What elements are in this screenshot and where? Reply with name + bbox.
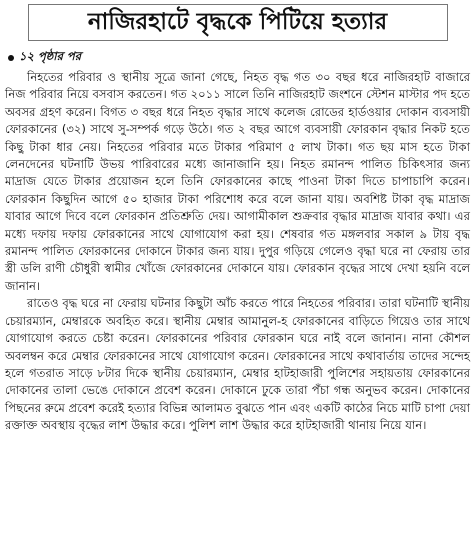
bullet-icon (8, 55, 14, 61)
continued-from-text: ১২ পৃষ্ঠার পর (19, 49, 82, 63)
headline-box (28, 4, 448, 41)
article-paragraph: রাতেও বৃদ্ধ ঘরে না ফেরায় ঘটনার কিছুটা আঁচ করতে পারে নিহতের পরিবার। তারা ঘটনাটি স্থানীয় চেয়ারম্যান, মেম্বারকে অবহিত করে। স্থানীয় মেম্বার আমানুল-হ ফোরকানের বাড়িতে গিয়েও তার সাথে যোগাযোগ করতে চেষ্টা করেন। ফোরকানের পরিবার ফোরকান ঘরে নাই বলে জানান। নানা কৌশল অবলম্বন করে মেম্বার ফোরকানের সাথে যোগাযোগ করেন। ফোরকানের সাথে কথাবার্তায় তাদের সন্দেহ হলে গতরাত সাড়ে ৮টার দিকে স্থানীয় চেয়ারম্যান, মেম্বার হাটহাজারী পুলিশের সহায়তায় ফোরকানের দোকানের তালা ভেঙে দোকানে প্রবেশ করেন। দোকানে ঢুকে তারা পঁচা গন্ধ অনুভব করেন। দোকানের পিছনের রুমে প্রবেশ করেই হত্যার বিভিন্ন আলামত বুঝতে পান এবং একটি কাঠের নিচে মাটি চাপা দেয়া রক্তাক্ত অবস্থায় বৃদ্ধের লাশ উদ্ধার করে। পুলিশ লাশ উদ্ধার করে হাটহাজারী থানায় নিয়ে যান। (5, 296, 470, 433)
continued-from-note (8, 48, 470, 67)
article-paragraph: নিহতের পরিবার ও স্থানীয় সূত্রে জানা গেছে, নিহত বৃদ্ধ গত ৩০ বছর ধরে নাজিরহাট বাজারে নিজ পরিবার নিয়ে বসবাস করতেন। গত ২০১১ সালে তিনি নাজিরহাট জংশনে স্টেশন মাস্টার পদ হতে অবসর গ্রহণ করেন। বিগত ৩ বছর ধরে নিহত বৃদ্ধার সাথে কলেজ রোডের হার্ডওয়ার দোকান ব্যবসায়ী ফোরকানের (৩২) সাথে সু-সম্পর্ক গড়ে উঠে। গত ২ বছর আগে ব্যবসায়ী ফোরকান বৃদ্ধার নিকট হতে কিছু টাকা ধার নেয়। নিহতের পরিবার মতে টাকার পরিমাণ ৫ লাখ টাকা। গত ছয় মাস হতে টাকা লেনদেনের ঘটনাটি উভয় পারিবারের মধ্যে জানাজানি হয়। নিহত রমানন্দ পালিত চিকিৎসার জন্য মাদ্রাজ যেতে টাকার প্রয়োজন হলে তিনি ফোরকানের কাছে পাওনা টাকা দিতে চাপাচাপি করেন। ফোরকান কিছুদিন আগে ৫০ হাজার টাকা পরিশোধ করে বলে জানা যায়। অবশিষ্ট টাকা বৃদ্ধ মাদ্রাজ যাবার আগে দিবে বলে ফোরকান প্রতিশ্রুতি দেয়। আগামীকাল শুক্রবার বৃদ্ধার মাদ্রাজ যাবার কথা। এর মধ্যে দফায় দফায় ফোরকানের সাথে যোগাযোগ করা হয়। শেষবার গত মঙ্গলবার সকাল ৯ টায় বৃদ্ধ রমানন্দ পালিত ফোরকানের দোকানে টাকার জন্য যায়। দুপুর গড়িয়ে গেলেও বৃদ্ধা ঘরে না ফেরায় তার স্ত্রী ডলি রাণী চৌধুরী স্বামীর খোঁজে ফোরকানের দোকানে যায়। ফোরকান বৃদ্ধের সাথে দেখা হয়নি বলে জানান। (5, 70, 470, 293)
headline: নাজিরহাটে বৃদ্ধকে পিটিয়ে হত্যার (87, 9, 388, 35)
article-body (5, 69, 470, 435)
